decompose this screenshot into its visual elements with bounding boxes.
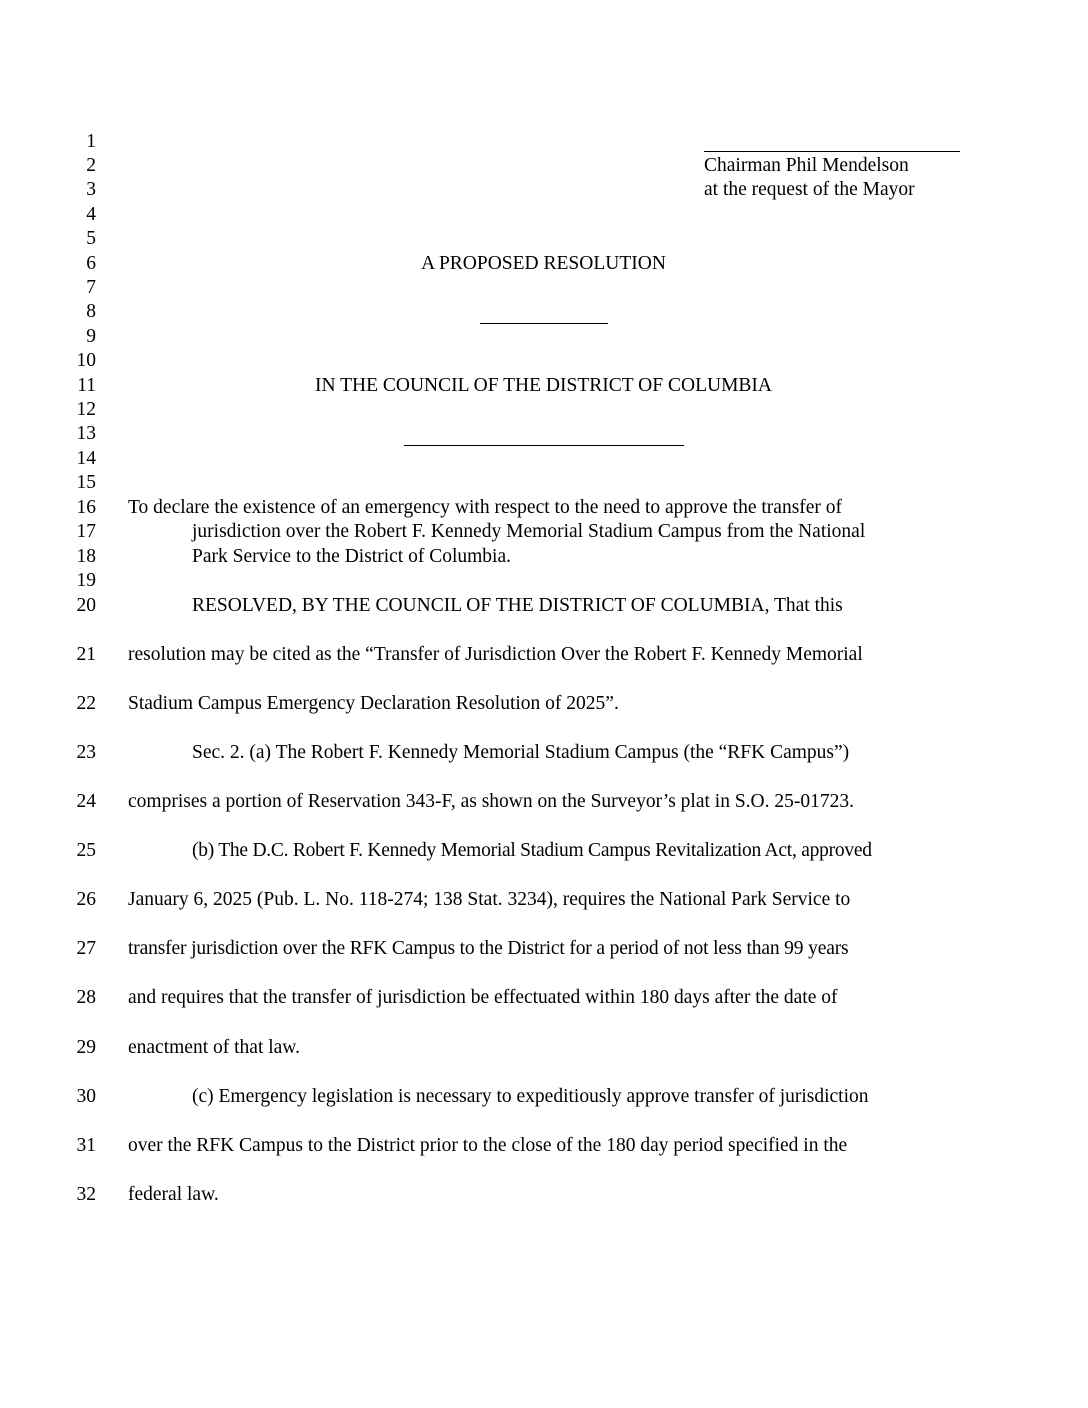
line-number: 3 xyxy=(86,179,96,200)
body-line: enactment of that law. xyxy=(128,1037,300,1058)
line-number: 4 xyxy=(86,204,96,225)
council-heading: IN THE COUNCIL OF THE DISTRICT OF COLUMBIA xyxy=(314,375,772,396)
line-number: 18 xyxy=(76,546,96,567)
line-number: 13 xyxy=(76,423,96,444)
line-number: 29 xyxy=(76,1037,96,1058)
line-number: 21 xyxy=(76,644,96,665)
line-number: 8 xyxy=(86,301,96,322)
line-number: 14 xyxy=(76,448,96,469)
line-number: 17 xyxy=(76,521,96,542)
sponsor-name: Chairman Phil Mendelson xyxy=(704,155,909,176)
line-number: 32 xyxy=(76,1184,96,1205)
line-number: 19 xyxy=(76,570,96,591)
line-number: 11 xyxy=(77,375,96,396)
body-line: January 6, 2025 (Pub. L. No. 118-274; 138 Stat. 3234), requires the National Park Service to xyxy=(128,889,851,910)
line-number: 30 xyxy=(76,1086,96,1107)
body-line: (b) The D.C. Robert F. Kennedy Memorial Stadium Campus Revitalization Act, approved xyxy=(192,840,872,861)
body-line: transfer jurisdiction over the RFK Campus to the District for a period of not less than 99 years xyxy=(128,938,849,959)
line-number: 1 xyxy=(86,131,96,152)
line-number: 2 xyxy=(86,155,96,176)
body-line: Sec. 2. (a) The Robert F. Kennedy Memorial Stadium Campus (the “RFK Campus”) xyxy=(192,742,850,763)
line-number: 23 xyxy=(76,742,96,763)
body-line: (c) Emergency legislation is necessary to expeditiously approve transfer of jurisdiction xyxy=(192,1086,869,1107)
document-title: A PROPOSED RESOLUTION xyxy=(421,253,666,274)
line-number: 24 xyxy=(76,791,96,812)
line-number: 15 xyxy=(76,472,96,493)
line-number: 9 xyxy=(86,326,96,347)
body-line: over the RFK Campus to the District prior to the close of the 180 day period specified in the xyxy=(128,1135,848,1156)
body-line: Stadium Campus Emergency Declaration Resolution of 2025”. xyxy=(128,693,619,714)
body-line: RESOLVED, BY THE COUNCIL OF THE DISTRICT OF COLUMBIA, That this xyxy=(192,595,843,616)
sponsor-request: at the request of the Mayor xyxy=(704,179,915,200)
line-number: 6 xyxy=(86,253,96,274)
line-number: 26 xyxy=(76,889,96,910)
line-number: 7 xyxy=(86,277,96,298)
date-line xyxy=(404,445,684,446)
body-line: federal law. xyxy=(128,1184,219,1205)
line-number: 10 xyxy=(76,350,96,371)
bill-number-line xyxy=(480,323,608,324)
line-number: 5 xyxy=(86,228,96,249)
line-number: 12 xyxy=(76,399,96,420)
body-line: resolution may be cited as the “Transfer of Jurisdiction Over the Robert F. Kennedy Memorial xyxy=(128,644,863,665)
line-number: 27 xyxy=(76,938,96,959)
long-title-line: jurisdiction over the Robert F. Kennedy Memorial Stadium Campus from the National xyxy=(192,521,866,542)
line-number: 25 xyxy=(76,840,96,861)
body-line: and requires that the transfer of jurisdiction be effectuated within 180 days after the date of xyxy=(128,987,838,1008)
long-title-line: Park Service to the District of Columbia. xyxy=(192,546,511,567)
line-number: 22 xyxy=(76,693,96,714)
line-number: 20 xyxy=(76,595,96,616)
sponsor-signature-line xyxy=(704,151,960,152)
line-number: 28 xyxy=(76,987,96,1008)
body-line: comprises a portion of Reservation 343-F, as shown on the Surveyor’s plat in S.O. 25-01723. xyxy=(128,791,854,812)
line-number: 31 xyxy=(76,1135,96,1156)
long-title-line: To declare the existence of an emergency with respect to the need to approve the transfer of xyxy=(128,497,843,518)
line-number: 16 xyxy=(76,497,96,518)
